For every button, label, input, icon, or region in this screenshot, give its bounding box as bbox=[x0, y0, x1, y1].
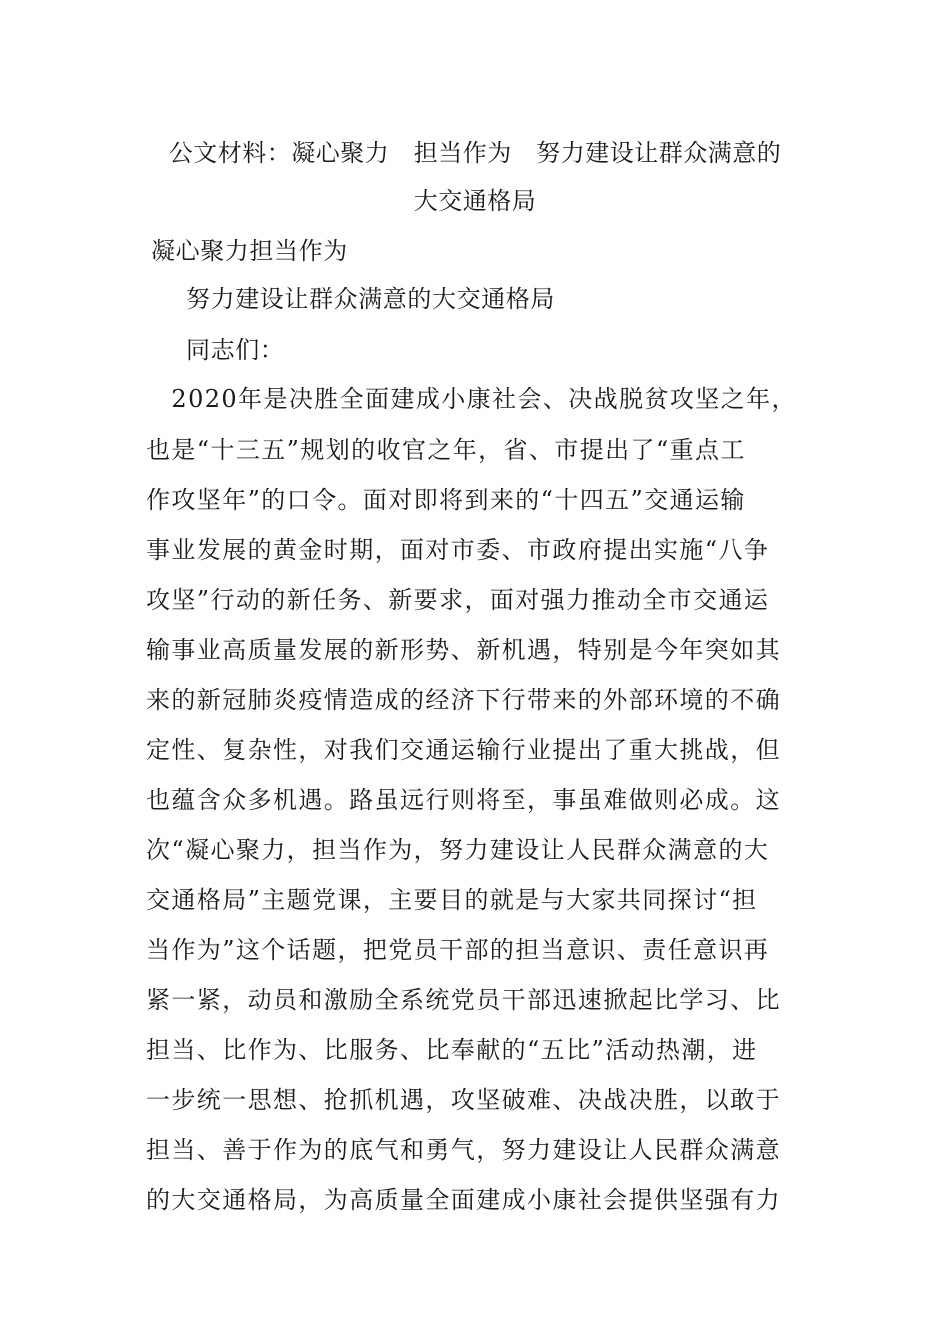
body-line-5: 攻坚”行动的新任务、新要求，面对强力推动全市交通运 bbox=[146, 586, 770, 614]
body-line-8: 定性、复杂性，对我们交通运输行业提出了重大挑战，但 bbox=[146, 736, 781, 764]
body-line-16: 担当、善于作为的底气和勇气，努力建设让人民群众满意 bbox=[146, 1136, 781, 1164]
body-line-14: 担当、比作为、比服务、比奉献的“五比”活动热潮，进 bbox=[146, 1036, 758, 1064]
document-title-line2: 大交通格局 bbox=[413, 187, 537, 215]
body-line-15: 一步统一思想、抢抓机遇，攻坚破难、决战决胜，以敢于 bbox=[146, 1086, 781, 1114]
subtitle-line1: 凝心聚力担当作为 bbox=[151, 237, 348, 265]
salutation: 同志们： bbox=[186, 336, 285, 364]
body-line-11: 交通格局”主题党课，主要目的就是与大家共同探讨“担 bbox=[146, 886, 758, 914]
subtitle-line2: 努力建设让群众满意的大交通格局 bbox=[186, 285, 555, 313]
body-line-7: 来的新冠肺炎疫情造成的经济下行带来的外部环境的不确 bbox=[146, 686, 781, 714]
body-line-2: 也是“十三五”规划的收官之年，省、市提出了“重点工 bbox=[146, 436, 746, 464]
body-line-17: 的大交通格局，为高质量全面建成小康社会提供坚强有力 bbox=[146, 1186, 781, 1214]
body-line-9: 也蕴含众多机遇。路虽远行则将至，事虽难做则必成。这 bbox=[146, 786, 781, 814]
body-line-4: 事业发展的黄金时期，面对市委、市政府提出实施“八争 bbox=[146, 536, 770, 564]
body-line-12: 当作为”这个话题，把党员干部的担当意识、责任意识再 bbox=[146, 936, 770, 964]
body-line-13: 紧一紧，动员和激励全系统党员干部迅速掀起比学习、比 bbox=[146, 986, 781, 1014]
body-line-3: 作攻坚年”的口令。面对即将到来的“十四五”交通运输 bbox=[146, 486, 746, 514]
body-line-1: 2020年是决胜全面建成小康社会、决战脱贫攻坚之年， bbox=[146, 385, 797, 413]
document-title-line1: 公文材料：凝心聚力 担当作为 努力建设让群众满意的 bbox=[168, 139, 782, 167]
body-line-10: 次“凝心聚力，担当作为，努力建设让人民群众满意的大 bbox=[146, 836, 770, 864]
body-line-6: 输事业高质量发展的新形势、新机遇，特别是今年突如其 bbox=[146, 636, 781, 664]
